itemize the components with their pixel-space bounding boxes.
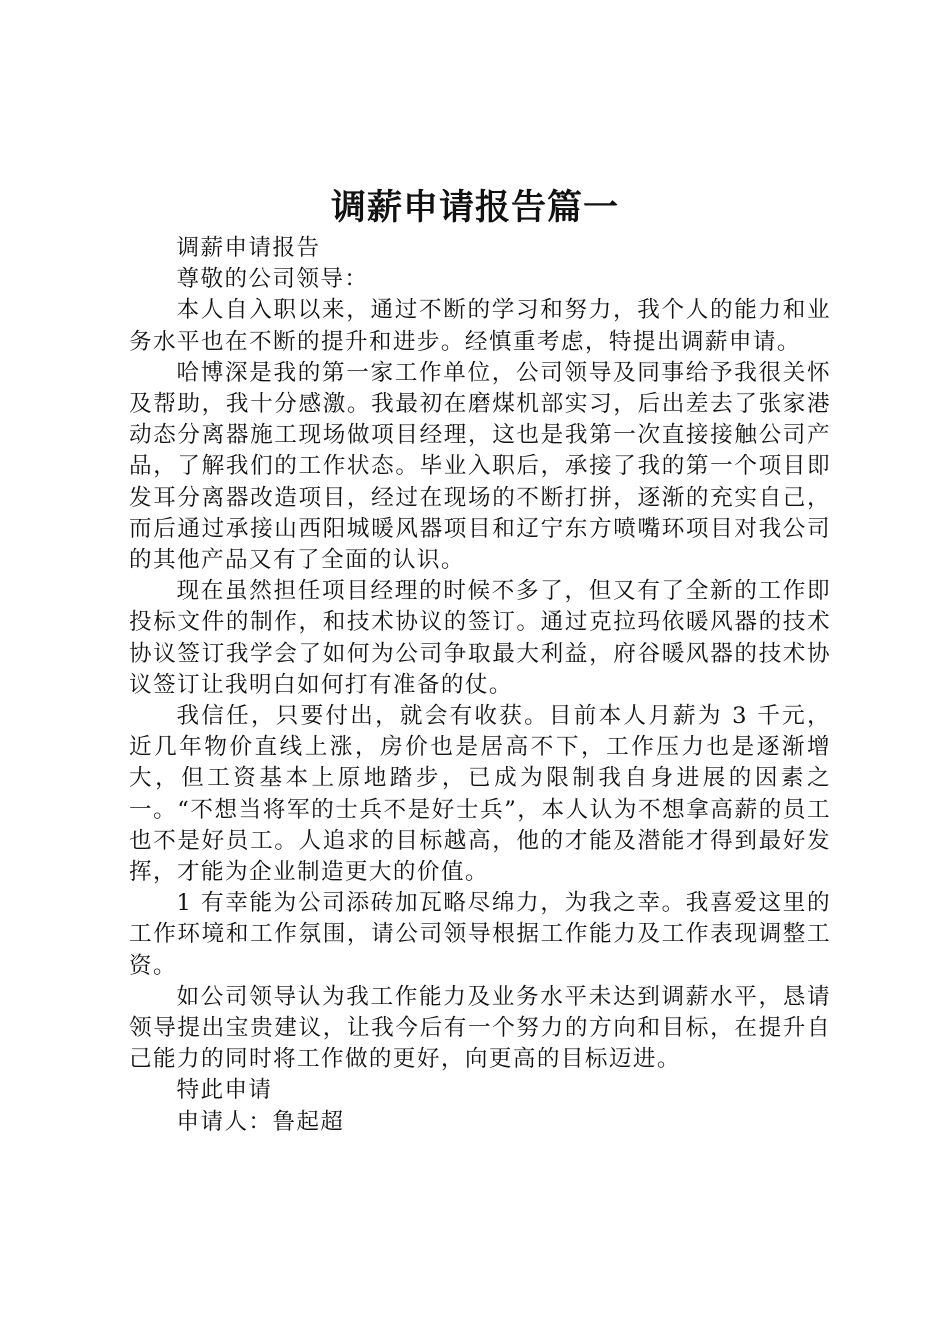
paragraph-salary: 我信任，只要付出，就会有收获。目前本人月薪为 3 千元，近几年物价直线上涨，房价也是居高不下，工作压力也是逐渐增大，但工资基本上原地踏步，已成为限制我自身进展的因素之一。“不想当将军的士兵不是好士兵”，本人认为不想拿高薪的员工也不是好员工。人追求的目标越高，他的才能及潜能才得到最好发挥，才能为企业制造更大的价值。: [129, 703, 831, 886]
paragraph-intro: 本人自入职以来，通过不断的学习和努力，我个人的能力和业务水平也在不断的提升和进步。经慎重考虑，特提出调薪申请。: [129, 297, 831, 355]
document-title: 调薪申请报告篇一: [330, 188, 619, 228]
signature: 申请人：鲁起超: [176, 1108, 345, 1135]
paragraph-experience: 哈博深是我的第一家工作单位，公司领导及同事给予我很关怀及帮助，我十分感激。我最初在磨煤机部实习，后出差去了张家港动态分离器施工现场做项目经理，这也是我第一次直接接触公司产品，了解我们的工作状态。毕业入职后，承接了我的第一个项目即发耳分离器改造项目，经过在现场的不断打拼，逐渐的充实自己，而后通过承接山西阳城暖风器项目和辽宁东方喷嘴环项目对我公司的其他产品又有了全面的认识。: [129, 359, 831, 574]
salutation: 尊敬的公司领导：: [176, 266, 369, 293]
report-heading: 调薪申请报告: [176, 235, 321, 261]
paragraph-feedback: 如公司领导认为我工作能力及业务水平未达到调薪水平，恳请领导提出宝贵建议，让我今后有一个努力的方向和目标，在提升自己能力的同时将工作做的更好，向更高的目标迈进。: [129, 983, 831, 1073]
paragraph-request: 1 有幸能为公司添砖加瓦略尽绵力，为我之幸。我喜爱这里的工作环境和工作氛围，请公司领导根据工作能力及工作表现调整工资。: [129, 890, 831, 979]
document-body: [129, 233, 831, 1138]
paragraph-current-work: 现在虽然担任项目经理的时候不多了，但又有了全新的工作即投标文件的制作，和技术协议的签订。通过克拉玛依暖风器的技术协议签订我学会了如何为公司争取最大利益，府谷暖风器的技术协议签订让我明白如何打有准备的仗。: [129, 578, 831, 698]
closing: 特此申请: [176, 1077, 273, 1104]
